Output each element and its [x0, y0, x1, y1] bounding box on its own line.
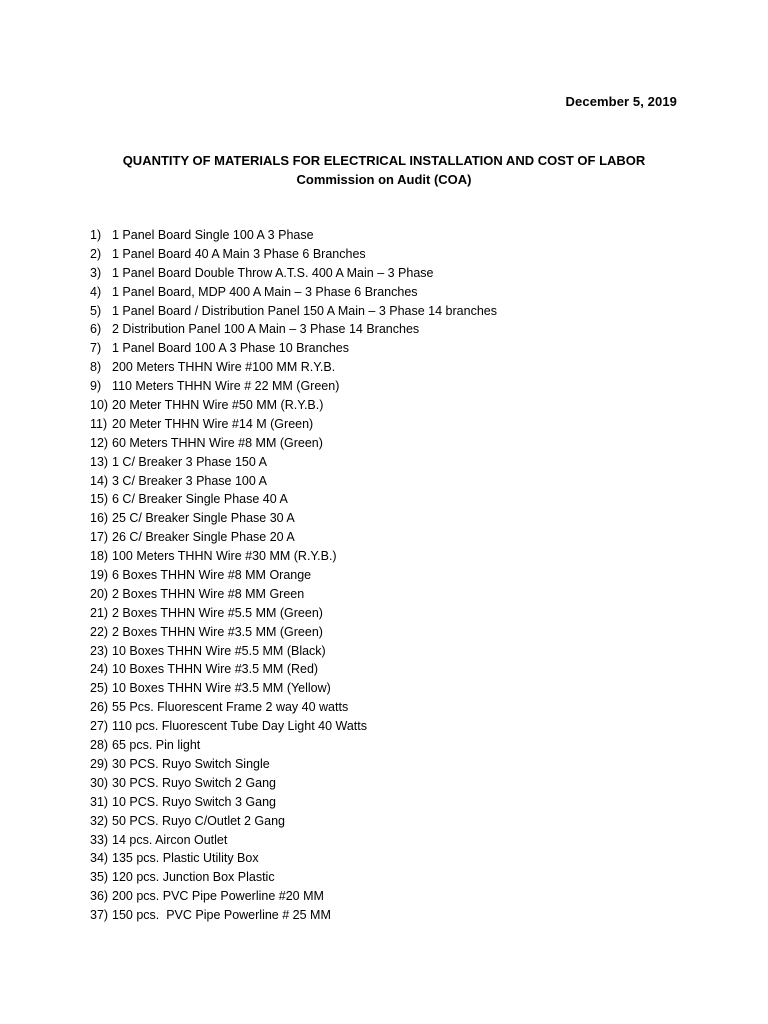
- list-item-text: 1 Panel Board, MDP 400 A Main – 3 Phase 6 Branches: [112, 284, 418, 299]
- list-item-number: 12): [90, 435, 109, 450]
- list-item-text: 150 pcs. PVC Pipe Powerline # 25 MM: [112, 908, 331, 923]
- list-item-text: 1 C/ Breaker 3 Phase 150 A: [112, 454, 267, 469]
- list-item-number: 29): [90, 756, 109, 771]
- list-item: [90, 320, 497, 339]
- list-item-text: 10 Boxes THHN Wire #5.5 MM (Black): [112, 643, 326, 658]
- list-item-text: 25 C/ Breaker Single Phase 30 A: [112, 511, 295, 526]
- list-item-text: 1 Panel Board Double Throw A.T.S. 400 A Main – 3 Phase: [112, 265, 434, 280]
- document-subtitle: Commission on Audit (COA): [296, 172, 472, 187]
- list-item: [90, 660, 497, 679]
- list-item-number: 37): [90, 908, 109, 923]
- materials-list: [90, 226, 497, 925]
- list-item: [90, 377, 497, 396]
- list-item-number: 36): [90, 889, 109, 904]
- list-item: [90, 245, 497, 264]
- list-item: [90, 868, 497, 887]
- list-item-text: 10 Boxes THHN Wire #3.5 MM (Yellow): [112, 681, 331, 696]
- list-item-text: 10 PCS. Ruyo Switch 3 Gang: [112, 794, 276, 809]
- list-item: [90, 528, 497, 547]
- list-item-number: 9): [90, 379, 102, 394]
- list-item: [90, 717, 497, 736]
- list-item-number: 22): [90, 624, 109, 639]
- list-item-number: 26): [90, 700, 109, 715]
- list-item-number: 13): [90, 454, 109, 469]
- list-item-text: 30 PCS. Ruyo Switch Single: [112, 756, 270, 771]
- list-item-number: 8): [90, 360, 102, 375]
- list-item-text: 30 PCS. Ruyo Switch 2 Gang: [112, 775, 276, 790]
- list-item-text: 1 Panel Board / Distribution Panel 150 A Main – 3 Phase 14 branches: [112, 303, 497, 318]
- list-item-number: 30): [90, 775, 109, 790]
- list-item: [90, 642, 497, 661]
- document-title: QUANTITY OF MATERIALS FOR ELECTRICAL INSTALLATION AND COST OF LABOR: [122, 153, 646, 168]
- list-item-text: 10 Boxes THHN Wire #3.5 MM (Red): [112, 662, 319, 677]
- list-item-number: 1): [90, 228, 102, 242]
- list-item: [90, 302, 497, 321]
- list-item: [90, 434, 497, 453]
- list-item: [90, 831, 497, 850]
- list-item-number: 24): [90, 662, 109, 677]
- list-item-number: 16): [90, 511, 109, 526]
- list-item-text: 55 Pcs. Fluorescent Frame 2 way 40 watts: [112, 700, 349, 715]
- list-item-number: 35): [90, 870, 109, 885]
- list-item: [90, 812, 497, 831]
- list-item-number: 10): [90, 398, 109, 413]
- list-item-text: 1 Panel Board 100 A 3 Phase 10 Branches: [112, 341, 349, 356]
- list-item-number: 25): [90, 681, 109, 696]
- list-item-number: 7): [90, 341, 102, 356]
- list-item-text: 50 PCS. Ruyo C/Outlet 2 Gang: [112, 813, 286, 828]
- list-item: [90, 226, 497, 245]
- list-item-number: 15): [90, 492, 109, 507]
- list-item-text: 6 Boxes THHN Wire #8 MM Orange: [112, 568, 312, 583]
- list-item-text: 26 C/ Breaker Single Phase 20 A: [112, 530, 295, 545]
- list-item-number: 3): [90, 265, 102, 280]
- list-item-number: 33): [90, 832, 109, 847]
- list-item: [90, 472, 497, 491]
- list-item: [90, 415, 497, 434]
- list-item-number: 19): [90, 568, 109, 583]
- list-item: [90, 736, 497, 755]
- list-item-number: 20): [90, 586, 109, 601]
- list-item: [90, 793, 497, 812]
- list-item-text: 6 C/ Breaker Single Phase 40 A: [112, 492, 288, 507]
- list-item: [90, 755, 497, 774]
- list-item-text: 200 pcs. PVC Pipe Powerline #20 MM: [112, 889, 324, 904]
- list-item: [90, 339, 497, 358]
- list-item-number: 11): [90, 416, 108, 431]
- list-item-text: 65 pcs. Pin light: [112, 738, 201, 753]
- list-item-text: 14 pcs. Aircon Outlet: [112, 832, 228, 847]
- list-item: [90, 698, 497, 717]
- document-heading: [0, 151, 768, 189]
- document-date: December 5, 2019: [565, 94, 677, 109]
- list-item: [90, 679, 497, 698]
- list-item-number: 28): [90, 738, 109, 753]
- list-item-text: 20 Meter THHN Wire #14 M (Green): [112, 416, 314, 431]
- list-item-number: 27): [90, 719, 109, 734]
- list-item: [90, 906, 497, 925]
- list-item: [90, 396, 497, 415]
- list-item: [90, 604, 497, 623]
- list-item-number: 6): [90, 322, 102, 337]
- list-item: [90, 283, 497, 302]
- list-item-text: 2 Boxes THHN Wire #3.5 MM (Green): [112, 624, 323, 639]
- list-item-number: 17): [90, 530, 109, 545]
- list-item-number: 18): [90, 549, 109, 564]
- list-item-text: 200 Meters THHN Wire #100 MM R.Y.B.: [112, 360, 336, 375]
- list-item: [90, 849, 497, 868]
- list-item-text: 120 pcs. Junction Box Plastic: [112, 870, 275, 885]
- list-item: [90, 623, 497, 642]
- list-item-text: 1 Panel Board Single 100 A 3 Phase: [112, 228, 314, 242]
- list-item: [90, 453, 497, 472]
- list-item: [90, 887, 497, 906]
- list-item-text: 100 Meters THHN Wire #30 MM (R.Y.B.): [112, 549, 337, 564]
- list-item: [90, 774, 497, 793]
- list-item-number: 23): [90, 643, 109, 658]
- list-item-number: 31): [90, 794, 109, 809]
- list-item: [90, 509, 497, 528]
- list-item-number: 2): [90, 246, 102, 261]
- list-item-number: 5): [90, 303, 102, 318]
- list-item-number: 4): [90, 284, 102, 299]
- list-item-number: 34): [90, 851, 109, 866]
- list-item: [90, 566, 497, 585]
- list-item-text: 2 Boxes THHN Wire #8 MM Green: [112, 586, 305, 601]
- list-item: [90, 490, 497, 509]
- list-item-text: 60 Meters THHN Wire #8 MM (Green): [112, 435, 323, 450]
- list-item-text: 20 Meter THHN Wire #50 MM (R.Y.B.): [112, 398, 324, 413]
- list-item-number: 21): [90, 605, 109, 620]
- list-item-text: 3 C/ Breaker 3 Phase 100 A: [112, 473, 267, 488]
- list-item: [90, 547, 497, 566]
- list-item-text: 110 Meters THHN Wire # 22 MM (Green): [112, 379, 340, 394]
- list-item-text: 110 pcs. Fluorescent Tube Day Light 40 Watts: [112, 719, 367, 734]
- list-item: [90, 358, 497, 377]
- list-item-number: 14): [90, 473, 109, 488]
- list-item: [90, 585, 497, 604]
- list-item-text: 135 pcs. Plastic Utility Box: [112, 851, 259, 866]
- list-item-text: 2 Distribution Panel 100 A Main – 3 Phase 14 Branches: [112, 322, 420, 337]
- list-item-number: 32): [90, 813, 109, 828]
- list-item-text: 1 Panel Board 40 A Main 3 Phase 6 Branches: [112, 246, 366, 261]
- list-item-text: 2 Boxes THHN Wire #5.5 MM (Green): [112, 605, 323, 620]
- list-item: [90, 264, 497, 283]
